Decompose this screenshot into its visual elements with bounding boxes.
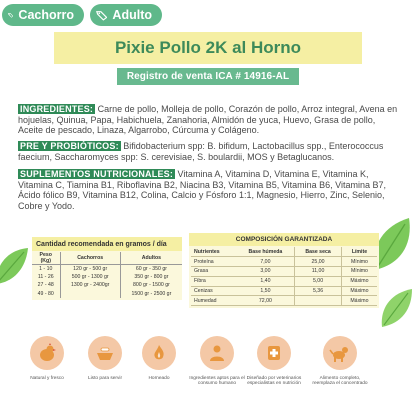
product-title-banner bbox=[54, 32, 362, 64]
table-row bbox=[32, 289, 182, 297]
table-cell: Máximo bbox=[341, 276, 377, 286]
column-header: Cachorros bbox=[60, 252, 120, 265]
supplements-section bbox=[18, 169, 402, 211]
oven-icon bbox=[148, 342, 170, 364]
column-header: Base húmeda bbox=[237, 247, 295, 257]
feature-caption: Horneado bbox=[148, 376, 170, 381]
supplements-text: Vitamina A, Vitamina D, Vitamina E, Vitamina K, Vitamina C, Tiamina B1, Riboflavina B2, Niacina B3, Vitamina B5, Vitamina B6, Vitamina B7, Ácido fólico B9, Vitamina B12, Colina, Calcio y Fósforo 1:1, Magnesio, Hierro, Zinc, Selenio, Cobre y Yodo. bbox=[18, 169, 387, 211]
leaf-icon bbox=[0, 246, 30, 286]
table-cell: 5,00 bbox=[295, 276, 342, 286]
table-cell: 1500 gr - 2500 gr bbox=[131, 290, 172, 297]
table-row bbox=[191, 276, 377, 286]
table-row bbox=[191, 286, 377, 296]
table-cell: 11,00 bbox=[295, 267, 342, 277]
table-cell: 49 - 80 bbox=[32, 289, 60, 297]
person-icon bbox=[206, 342, 228, 364]
bowl-icon bbox=[94, 342, 116, 364]
feature-complete-food bbox=[310, 336, 370, 387]
composition-title: COMPOSICIÓN GARANTIZADA bbox=[189, 233, 379, 246]
table-cell: 11 - 26 bbox=[32, 273, 60, 281]
table-row bbox=[32, 273, 182, 281]
feature-human-grade bbox=[187, 336, 247, 387]
feature-vet-designed bbox=[244, 336, 304, 387]
dog-icon bbox=[329, 342, 351, 364]
table-cell: 60 gr - 350 gr bbox=[135, 265, 167, 272]
tag-icon bbox=[96, 9, 107, 21]
table-cell: Máximo bbox=[341, 296, 377, 306]
tab-label: Cachorro bbox=[18, 8, 74, 22]
table-cell: 800 gr - 1500 gr bbox=[132, 282, 170, 289]
table-cell: Humedad bbox=[191, 296, 237, 306]
ingredients-label: INGREDIENTES: bbox=[20, 104, 94, 114]
tab-label: Adulto bbox=[112, 8, 152, 22]
column-header: Adultos bbox=[141, 255, 162, 261]
chicken-icon bbox=[36, 342, 58, 364]
table-row bbox=[191, 296, 377, 306]
table-cell: Cenizas bbox=[191, 286, 237, 296]
recommended-amount-title: Cantidad recomendada en gramos / día bbox=[32, 237, 182, 251]
feature-ready bbox=[75, 336, 135, 381]
table-cell: 7,00 bbox=[237, 257, 295, 267]
ingredients-section bbox=[18, 104, 402, 136]
table-cell: 1,40 bbox=[237, 276, 295, 286]
column-header: Base seca bbox=[295, 247, 342, 257]
registration-banner bbox=[117, 68, 299, 85]
vet-icon bbox=[263, 342, 285, 364]
probiotics-label: PRE Y PROBIÓTICOS: bbox=[20, 141, 119, 151]
feature-baked bbox=[129, 336, 189, 381]
probiotics-text: Bifidobacterium spp: B. bifidum, Lactobacillus spp., Enterococcus faecium, Saccharomyces spp: S. cerevisiae, S. boulardii, MOS y Betaglucanos. bbox=[18, 141, 384, 162]
ingredients-text: Carne de pollo, Molleja de pollo, Corazón de pollo, Arroz integral, Avena en hojuelas, Quinua, Papa, Habichuela, Zanahoria, Almidón de yuca, Huevo, Grasa de pollo, Aceite de pescado, Linaza, Algarrobo, Cúrcuma y Colágeno. bbox=[18, 104, 398, 135]
table-cell: 350 gr - 800 gr bbox=[134, 273, 169, 280]
table-cell: 72,00 bbox=[237, 296, 295, 306]
table-cell: 1 - 10 bbox=[32, 265, 60, 273]
tab-cachorro[interactable] bbox=[2, 4, 84, 26]
table-cell: Mínimo bbox=[341, 267, 377, 277]
tag-icon bbox=[8, 9, 13, 21]
table-row bbox=[32, 281, 182, 289]
table-cell: 5,36 bbox=[295, 286, 342, 296]
table-cell: 1,50 bbox=[237, 286, 295, 296]
guaranteed-composition-table bbox=[189, 233, 379, 308]
feature-natural bbox=[17, 336, 77, 381]
table-cell: 3,00 bbox=[237, 267, 295, 277]
table-cell: 120 gr - 500 gr bbox=[60, 265, 120, 273]
feature-caption: Diseñado por veterinarios especialistas en nutrición bbox=[246, 376, 302, 387]
table-cell: Máximo bbox=[341, 286, 377, 296]
column-header: Peso (Kg) bbox=[32, 252, 60, 265]
feature-caption: Listo para servir bbox=[87, 376, 123, 381]
feature-caption: Alimento completo, reemplaza el concentrado bbox=[312, 376, 368, 387]
registration-number: Registro de venta ICA # 14916-AL bbox=[126, 71, 290, 82]
table-cell: Mínimo bbox=[341, 257, 377, 267]
table-cell: 1300 gr - 2400gr bbox=[60, 281, 120, 289]
table-row bbox=[32, 265, 182, 273]
table-cell: Proteína bbox=[191, 257, 237, 267]
probiotics-section bbox=[18, 141, 402, 162]
table-cell: 27 - 48 bbox=[32, 281, 60, 289]
column-header: Límite bbox=[341, 247, 377, 257]
feature-caption: Ingredientes aptos para el consumo humano bbox=[189, 376, 245, 387]
table-row bbox=[191, 267, 377, 277]
tab-adulto[interactable] bbox=[90, 4, 162, 26]
feature-caption: Natural y fresco bbox=[30, 376, 64, 381]
product-title: Pixie Pollo 2K al Horno bbox=[114, 38, 302, 57]
supplements-label: SUPLEMENTOS NUTRICIONALES: bbox=[20, 169, 174, 179]
recommended-amount-table bbox=[32, 237, 182, 300]
table-cell bbox=[60, 289, 120, 297]
table-cell: 500 gr - 1300 gr bbox=[60, 273, 120, 281]
table-cell: Grasa bbox=[191, 267, 237, 277]
leaf-icon bbox=[378, 287, 414, 329]
table-cell: Fibra bbox=[191, 276, 237, 286]
column-header: Nutrientes bbox=[191, 247, 237, 257]
table-cell bbox=[295, 296, 342, 306]
table-row bbox=[191, 257, 377, 267]
table-cell: 25,00 bbox=[295, 257, 342, 267]
